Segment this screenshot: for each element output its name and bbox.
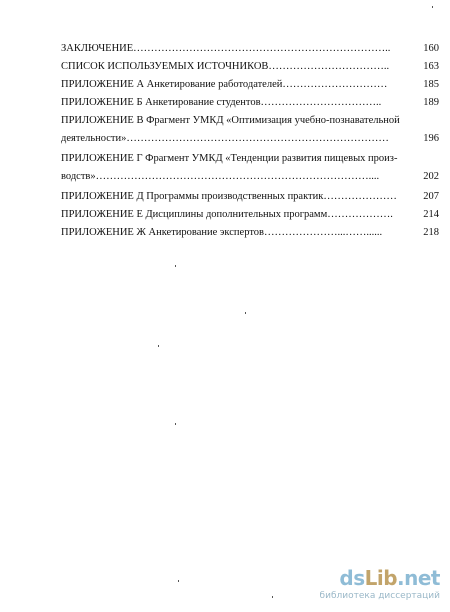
toc-entry-text: ПРИЛОЖЕНИЕ Д Программы производственных практик…………………	[61, 191, 397, 202]
toc-entry-text: ЗАКЛЮЧЕНИЕ………………………………………………………………..	[61, 43, 391, 54]
toc-entry-appendix-d[interactable]	[61, 190, 439, 204]
toc-entry-text-line1: ПРИЛОЖЕНИЕ Г Фрагмент УМКД «Тенденции развития пищевых произ-	[61, 153, 398, 164]
toc-page-number: 214	[423, 209, 439, 220]
scan-artifact	[245, 312, 246, 314]
toc-entry-conclusion[interactable]	[61, 42, 439, 56]
toc-entry-appendix-v[interactable]	[61, 114, 439, 146]
toc-page-number: 207	[423, 191, 439, 202]
toc-entry-text: ПРИЛОЖЕНИЕ Б Анкетирование студентов……………………………..	[61, 97, 382, 108]
dslib-logo: dsLib.net	[339, 566, 440, 590]
toc-page-number: 163	[423, 61, 439, 72]
toc-entry-sources[interactable]	[61, 60, 439, 74]
scan-artifact	[175, 423, 176, 425]
scan-artifact	[158, 345, 159, 347]
toc-entry-appendix-e[interactable]	[61, 208, 439, 222]
toc-entry-text: ПРИЛОЖЕНИЕ А Анкетирование работодателей…………………………	[61, 79, 388, 90]
dslib-subtitle: библиотека диссертаций	[319, 591, 440, 601]
table-of-contents	[61, 42, 439, 244]
scan-artifact	[272, 596, 273, 598]
toc-page-number: 185	[423, 79, 439, 90]
dslib-watermark	[319, 566, 440, 606]
scan-artifact	[432, 6, 433, 8]
toc-entry-appendix-a[interactable]	[61, 78, 439, 92]
toc-entry-text-line2: деятельности»…………………………………………………………………	[61, 133, 389, 144]
toc-entry-appendix-b[interactable]	[61, 96, 439, 110]
toc-page-number: 160	[423, 43, 439, 54]
toc-entry-appendix-zh[interactable]	[61, 226, 439, 240]
toc-entry-text-line1: ПРИЛОЖЕНИЕ В Фрагмент УМКД «Оптимизация учебно-познавательной	[61, 115, 400, 126]
toc-page-number: 196	[423, 133, 439, 144]
toc-page-number: 202	[423, 171, 439, 182]
toc-page-number: 218	[423, 227, 439, 238]
toc-page-number: 189	[423, 97, 439, 108]
toc-entry-text: ПРИЛОЖЕНИЕ Ж Анкетирование экспертов…………………...……......	[61, 227, 383, 238]
toc-entry-appendix-g[interactable]	[61, 152, 439, 184]
scan-artifact	[175, 265, 176, 267]
scan-artifact	[178, 580, 179, 582]
toc-entry-text-line2: водств»……………………………………………………………………....	[61, 171, 380, 182]
toc-entry-text: СПИСОК ИСПОЛЬЗУЕМЫХ ИСТОЧНИКОВ……………………………..	[61, 61, 390, 72]
toc-entry-text: ПРИЛОЖЕНИЕ Е Дисциплины дополнительных программ……………….	[61, 209, 393, 220]
